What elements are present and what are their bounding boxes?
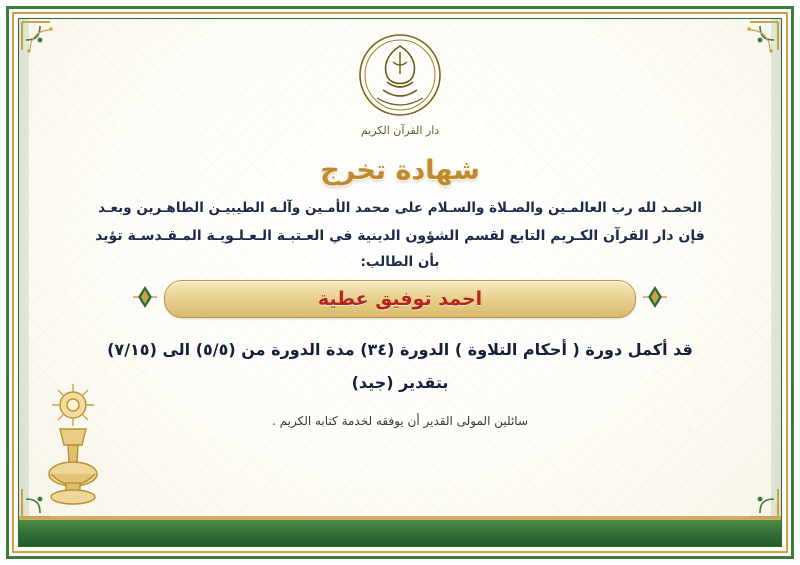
diamond-ornament-icon: [132, 284, 158, 314]
bottom-green-band: [19, 520, 781, 546]
course-name: أحكام التلاوة: [467, 340, 567, 359]
student-name: احمد توفيق عطية: [317, 288, 483, 310]
certificate-content: [34, 24, 766, 515]
left-green-band: [19, 19, 29, 546]
course-line: [34, 340, 766, 359]
right-green-band: [771, 19, 781, 546]
course-line-prefix: قد أكمل دورة (: [572, 340, 693, 359]
institution-logo: [34, 32, 766, 137]
grade-line: بتقدير (جيد): [351, 373, 449, 392]
page-title: شهادة تخرج: [320, 155, 480, 186]
institution-line: فإن دار القرآن الكـريم التابع لقسم الشؤون الدينية في العـتبـة الـعـلـويـة المـقـدسـة تؤيد: [95, 228, 705, 244]
diamond-ornament-icon: [642, 284, 668, 314]
course-line-middle: ) الدورة (٣٤) مدة الدورة من (٥/٥) الى (٧/١٥): [107, 340, 463, 359]
quran-house-emblem-icon: [357, 32, 443, 122]
blessing-line: الحمـد لله رب العالمـين والصـلاة والسـلام على محمد الأمـين وآلـه الطيبيـن الطاهـرين وبعـد: [98, 200, 702, 216]
student-name-plaque-row: [34, 280, 766, 318]
student-label: بأن الطالب:: [360, 254, 440, 270]
student-name-plaque: [164, 280, 636, 318]
closing-line: سائلين المولى القدير أن يوفقه لخدمة كتابه الكريم .: [271, 414, 529, 428]
logo-caption: دار القرآن الكريم: [360, 124, 440, 137]
